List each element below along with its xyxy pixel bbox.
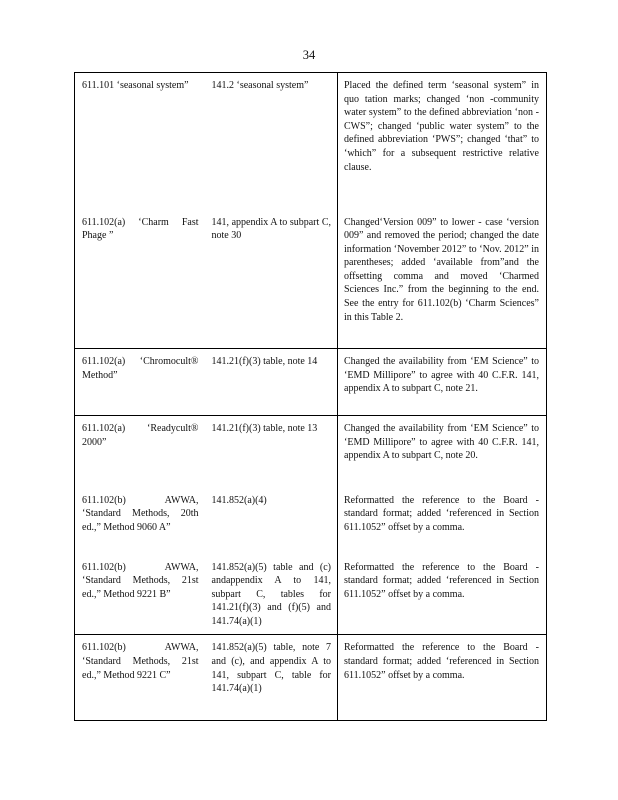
change-cell: Reformatted the reference to the Board - standard format; added ‘referenced in Section 611.1052” offset by a comma. [338,484,547,551]
section-cell: 611.102(a) ‘Readycult® 2000” [75,416,205,484]
federal-cell: 141.21(f)(3) table, note 14 [205,349,338,416]
change-cell: Changed‘Version 009” to lower - case ‘version 009” and removed the period; changed the date information ‘November 2012” to ‘Nov. 2012” in parentheses; added ‘available from”and the offsetting comma and moved ‘Charmed Sciences Inc.” from the beginning to the end. See the entry for 611.102(b) ‘Charm Sciences” in this Table 2. [338,206,547,349]
page-number: 34 [302,48,316,62]
federal-cell: 141.852(a)(5) table and (c) andappendix A to 141, subpart C, tables for 141.21(f)(3) and (f)(5) and 141.74(a)(1) [211,561,331,627]
federal-cell: 141.852(a)(5) table, note 7 and (c), and appendix A to 141, subpart C, table for 141.74(a)(1) [205,635,338,721]
federal-cell: 141.852(a)(4) [211,494,267,506]
change-cell: Changed the availability from ‘EM Science” to ‘EMD Millipore” to agree with 40 C.F.R. 141, appendix A to subpart C, note 20. [338,416,547,484]
table-row [75,349,547,416]
section-cell: 611.102(a) ‘Charm Fast Phage ” [82,216,199,242]
table-row [75,551,547,635]
change-cell: Changed the availability from ‘EM Science” to ‘EMD Millipore” to agree with 40 C.F.R. 141, appendix A to subpart C, note 21. [338,349,547,416]
change-cell: Reformatted the reference to the Board - standard format; added ‘referenced in Section 611.1052” offset by a comma. [338,635,547,721]
table-row [75,635,547,721]
change-cell: Placed the defined term ‘seasonal system” in quo tation marks; changed ‘non -community water system” to the defined abbreviation ‘non -CWS”; changed ‘public water system” to the defined abbreviation ‘PWS”; changed ‘that” to ‘which” for a subsequent restrictive relative clause. [338,73,547,206]
federal-cell: 141.2 ‘seasonal system” [205,73,338,206]
table-row [75,206,547,349]
section-cell: 611.102(b) AWWA, ‘Standard Methods, 21st ed.,” Method 9221 B” [82,561,199,600]
federal-cell: 141, appendix A to subpart C, note 30 [211,216,331,242]
amendments-table [74,72,547,721]
table-row [75,416,547,484]
section-cell: 611.102(b) AWWA, ‘Standard Methods, 20th ed.,” Method 9060 A” [82,494,199,533]
change-cell: Reformatted the reference to the Board - standard format; added ‘referenced in Section 611.1052” offset by a comma. [338,551,547,635]
section-cell: 611.102(b) AWWA, ‘Standard Methods, 21st ed.,” Method 9221 C” [75,635,205,721]
federal-cell: 141.21(f)(3) table, note 13 [205,416,338,484]
section-cell: 611.102(a) ‘Chromocult® Method” [75,349,205,416]
table-row [75,484,547,551]
table-row [75,73,547,206]
section-cell: 611.101 ‘seasonal system” [75,73,205,206]
